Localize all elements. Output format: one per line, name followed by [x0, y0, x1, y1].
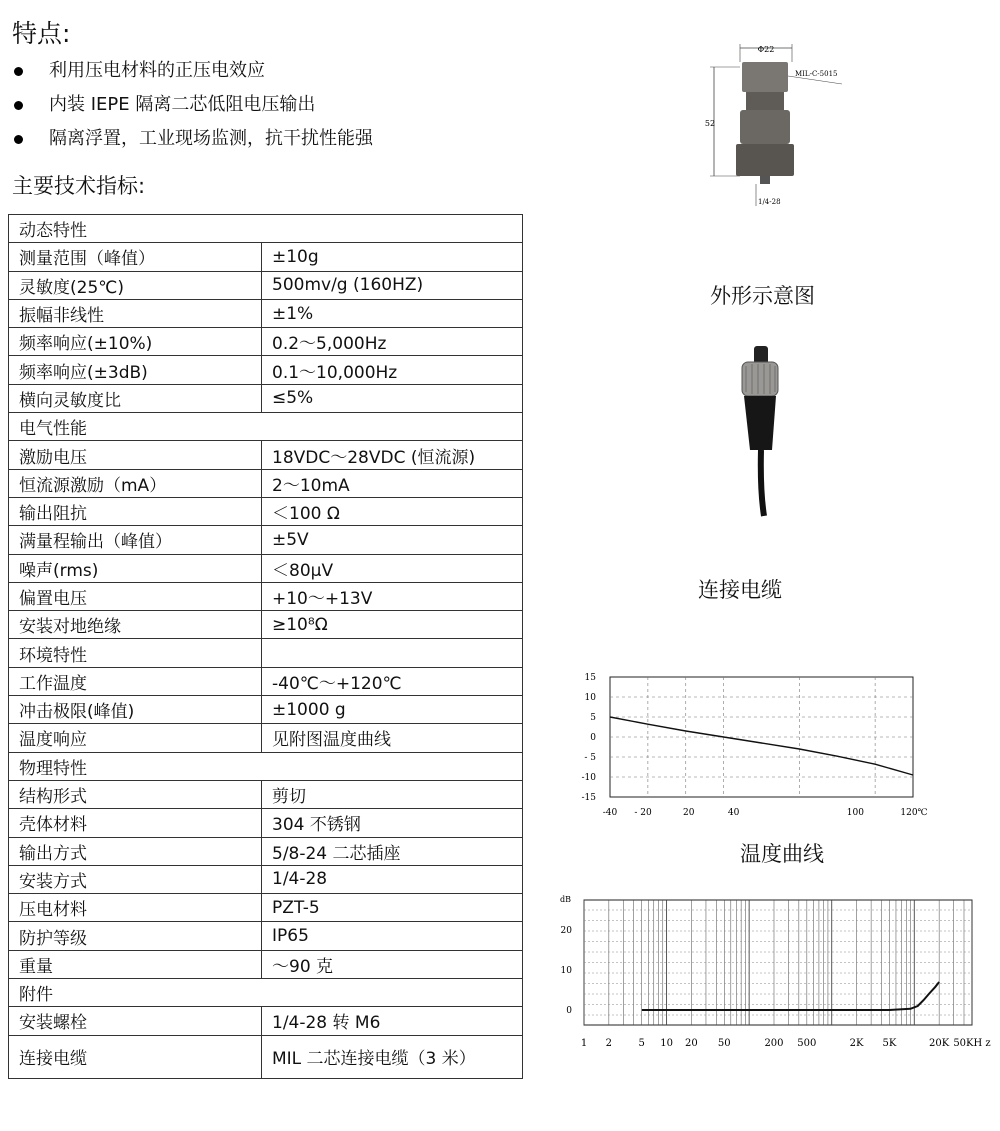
features-list — [14, 54, 373, 156]
spec-value: 304 不锈钢 — [262, 809, 523, 837]
spec-label: 冲击极限(峰值) — [9, 696, 262, 724]
y-tick-label: - 5 — [584, 753, 596, 763]
temperature-chart — [565, 665, 935, 830]
temp-caption: 温度曲线 — [740, 842, 824, 866]
diameter-label: Φ22 — [757, 45, 775, 54]
spec-row — [9, 299, 523, 327]
temperature-curve — [610, 717, 913, 775]
spec-value: IP65 — [262, 922, 523, 950]
features-title: 特点: — [12, 19, 71, 48]
spec-value: ±1% — [262, 299, 523, 327]
x-tick-label: 20 — [683, 808, 695, 818]
y-axis-label: dB — [560, 895, 571, 904]
x-tick-label: 1 — [580, 1038, 588, 1049]
spec-label: 防护等级 — [9, 922, 262, 950]
x-tick-label: 40 — [727, 808, 740, 818]
spec-value: ±1000 g — [262, 696, 523, 724]
cable-connector-tip — [754, 346, 768, 364]
spec-label: 激励电压 — [9, 441, 262, 469]
spec-value: 0.1～10,000Hz — [262, 356, 523, 384]
connector-thread — [742, 62, 788, 92]
frequency-curve — [642, 982, 939, 1010]
spec-table — [8, 214, 523, 1079]
feature-item — [14, 122, 373, 156]
height-label: 52 — [704, 119, 716, 128]
spec-label: 恒流源激励（mA） — [9, 469, 262, 497]
spec-section-title: 附件 — [9, 979, 523, 1007]
specs-title: 主要技术指标: — [12, 174, 146, 198]
spec-value: 见附图温度曲线 — [262, 724, 523, 752]
spec-value — [262, 639, 523, 667]
spec-section-row — [9, 413, 523, 441]
spec-section-row — [9, 979, 523, 1007]
spec-label: 安装方式 — [9, 865, 262, 893]
spec-row — [9, 724, 523, 752]
spec-label: 安装螺栓 — [9, 1007, 262, 1035]
spec-label: 结构形式 — [9, 780, 262, 808]
cable-boot — [744, 396, 776, 450]
spec-label: 壳体材料 — [9, 809, 262, 837]
sensor-outline-drawing — [700, 40, 850, 210]
frequency-response-chart — [552, 890, 998, 1055]
feature-text: 隔离浮置，工业现场监测，抗干扰性能强 — [49, 128, 373, 149]
spec-label: 测量范围（峰值） — [9, 243, 262, 271]
spec-label: 温度响应 — [9, 724, 262, 752]
spec-value: ＜100 Ω — [262, 497, 523, 525]
x-tick-label: 20 — [685, 1038, 698, 1049]
spec-row — [9, 950, 523, 978]
y-tick-label: 10 — [584, 693, 596, 703]
x-tick-label: 2K — [849, 1038, 864, 1049]
x-tick-label: 2 — [605, 1038, 613, 1049]
y-tick-label: -10 — [581, 773, 596, 783]
spec-row — [9, 696, 523, 724]
spec-row — [9, 611, 523, 639]
spec-row — [9, 809, 523, 837]
x-tick-label: - 20 — [634, 808, 652, 818]
sensor-body — [740, 110, 790, 144]
cable-wire — [761, 450, 764, 516]
spec-row — [9, 554, 523, 582]
spec-row — [9, 441, 523, 469]
y-tick-label: -15 — [581, 793, 596, 803]
spec-value: 5/8-24 二芯插座 — [262, 837, 523, 865]
y-tick-label: 15 — [584, 673, 596, 683]
spec-value: 500mv/g (160HZ) — [262, 271, 523, 299]
spec-value: 2～10mA — [262, 469, 523, 497]
spec-value: MIL 二芯连接电缆（3 米） — [262, 1035, 523, 1078]
spec-label: 安装对地绝缘 — [9, 611, 262, 639]
spec-value: 1/4-28 转 M6 — [262, 1007, 523, 1035]
spec-value: PZT-5 — [262, 894, 523, 922]
spec-label: 输出方式 — [9, 837, 262, 865]
connector-label: MIL-C-5015 — [795, 70, 838, 78]
spec-row — [9, 780, 523, 808]
x-tick-label: 50KH z — [953, 1038, 991, 1049]
y-tick-label: 20 — [560, 926, 572, 936]
spec-value: ～90 克 — [262, 950, 523, 978]
spec-label: 工作温度 — [9, 667, 262, 695]
spec-value: ≥10⁸Ω — [262, 611, 523, 639]
spec-value: ≤5% — [262, 384, 523, 412]
spec-section-row — [9, 752, 523, 780]
spec-value: ±5V — [262, 526, 523, 554]
spec-value: +10～+13V — [262, 582, 523, 610]
bullet-icon — [14, 67, 23, 76]
spec-row — [9, 865, 523, 893]
knurled-nut — [742, 362, 778, 396]
spec-label: 满量程输出（峰值） — [9, 526, 262, 554]
spec-label: 噪声(rms) — [9, 554, 262, 582]
spec-label: 压电材料 — [9, 894, 262, 922]
spec-value: ＜80μV — [262, 554, 523, 582]
x-tick-label: 500 — [797, 1038, 817, 1049]
feature-item — [14, 88, 373, 122]
spec-row — [9, 639, 523, 667]
spec-row — [9, 243, 523, 271]
spec-row — [9, 582, 523, 610]
x-tick-label: -40 — [602, 808, 618, 818]
x-tick-label: 5K — [882, 1038, 897, 1049]
spec-row — [9, 497, 523, 525]
sensor-hex-base — [736, 144, 794, 176]
spec-value: 18VDC～28VDC (恒流源) — [262, 441, 523, 469]
x-tick-label: 50 — [717, 1038, 731, 1049]
spec-row — [9, 526, 523, 554]
spec-label: 频率响应(±10%) — [9, 328, 262, 356]
spec-label: 连接电缆 — [9, 1035, 262, 1078]
spec-row — [9, 837, 523, 865]
x-tick-label: 200 — [764, 1038, 784, 1049]
spec-value: ±10g — [262, 243, 523, 271]
y-tick-label: 5 — [590, 713, 596, 723]
sensor-neck — [746, 92, 784, 110]
spec-label: 频率响应(±3dB) — [9, 356, 262, 384]
x-tick-label: 100 — [846, 808, 864, 818]
spec-row — [9, 469, 523, 497]
spec-label: 重量 — [9, 950, 262, 978]
spec-label: 输出阻抗 — [9, 497, 262, 525]
spec-label: 振幅非线性 — [9, 299, 262, 327]
y-tick-label: 0 — [566, 1006, 572, 1016]
spec-row — [9, 1007, 523, 1035]
spec-value: 1/4-28 — [262, 865, 523, 893]
spec-row — [9, 922, 523, 950]
spec-row — [9, 384, 523, 412]
spec-row — [9, 1035, 523, 1078]
x-tick-label: 5 — [638, 1038, 645, 1049]
spec-value: -40℃～+120℃ — [262, 667, 523, 695]
feature-item — [14, 54, 373, 88]
feature-text: 利用压电材料的正压电效应 — [49, 60, 265, 81]
spec-label: 横向灵敏度比 — [9, 384, 262, 412]
spec-row — [9, 328, 523, 356]
spec-row — [9, 894, 523, 922]
spec-label: 偏置电压 — [9, 582, 262, 610]
spec-section-row — [9, 215, 523, 243]
thread-label: 1/4-28 — [758, 198, 781, 206]
cable-caption: 连接电缆 — [698, 578, 782, 602]
x-tick-label: 10 — [660, 1038, 673, 1049]
spec-label: 灵敏度(25℃) — [9, 271, 262, 299]
x-tick-label: 120℃ — [900, 808, 928, 818]
bullet-icon — [14, 101, 23, 110]
spec-section-title: 电气性能 — [9, 413, 523, 441]
y-tick-label: 10 — [560, 966, 572, 976]
spec-value: 剪切 — [262, 780, 523, 808]
spec-row — [9, 356, 523, 384]
y-tick-label: 0 — [590, 733, 596, 743]
cable-photo — [730, 340, 790, 520]
bullet-icon — [14, 135, 23, 144]
spec-label: 环境特性 — [9, 639, 262, 667]
outline-caption: 外形示意图 — [710, 284, 815, 308]
spec-section-title: 动态特性 — [9, 215, 523, 243]
spec-row — [9, 667, 523, 695]
feature-text: 内装 IEPE 隔离二芯低阻电压输出 — [49, 94, 316, 115]
spec-row — [9, 271, 523, 299]
mounting-stud — [760, 176, 770, 184]
spec-section-title: 物理特性 — [9, 752, 523, 780]
x-tick-label: 20K — [929, 1038, 950, 1049]
spec-value: 0.2～5,000Hz — [262, 328, 523, 356]
